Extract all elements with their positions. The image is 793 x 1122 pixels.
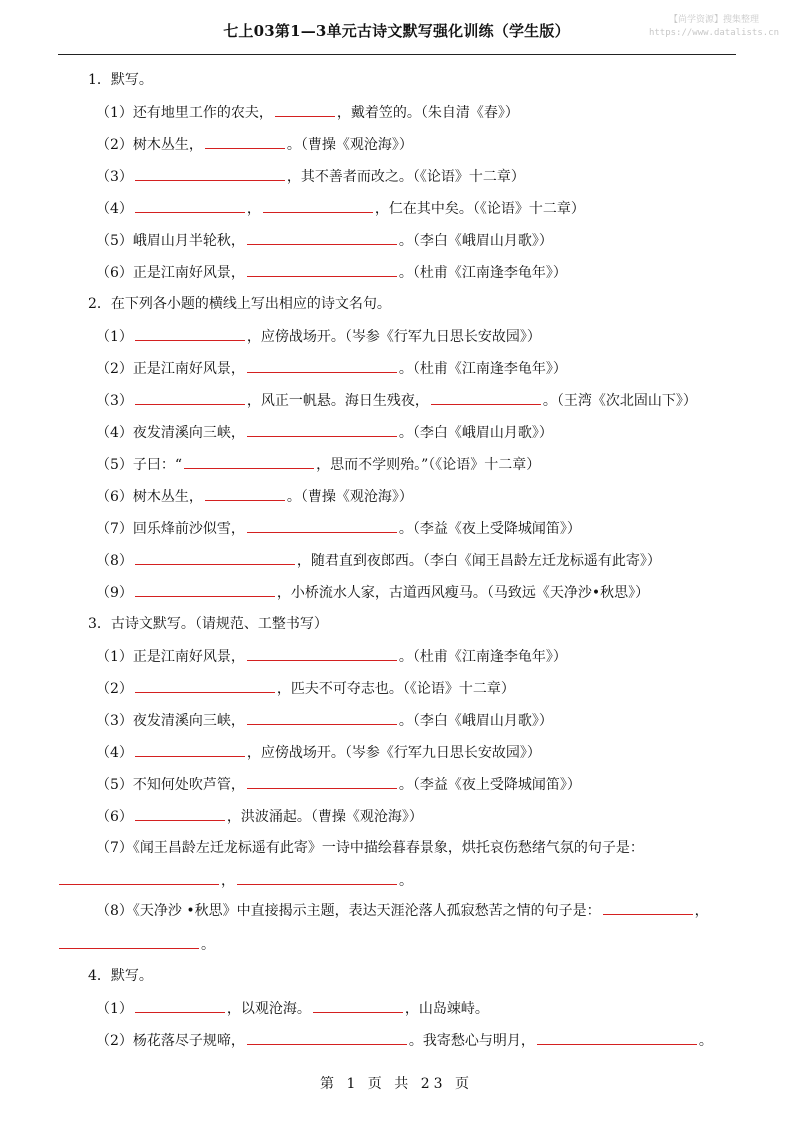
- item-label: （6）: [96, 809, 133, 825]
- sub-question: [96, 422, 553, 443]
- sub-question: [96, 358, 567, 379]
- sub-question: [96, 454, 540, 475]
- question-heading: 4．默写。: [88, 968, 153, 984]
- answer-blank[interactable]: [135, 582, 275, 597]
- item-text: 。: [201, 937, 215, 953]
- item-text: 。: [698, 1033, 713, 1049]
- answer-blank[interactable]: [205, 486, 285, 501]
- item-text: 。（李白《峨眉山月歌》）: [398, 713, 553, 729]
- item-text: 。（曹操《观沧海》）: [286, 137, 413, 153]
- item-label: （3）: [96, 393, 133, 409]
- question-heading: 1．默写。: [88, 72, 153, 88]
- answer-blank[interactable]: [247, 422, 397, 437]
- sub-question: [96, 582, 649, 603]
- answer-blank[interactable]: [247, 230, 397, 245]
- item-label: （5）: [96, 777, 133, 793]
- item-text: ，匹夫不可夺志也。（《论语》十二章）: [276, 681, 515, 697]
- answer-blank[interactable]: [275, 102, 335, 117]
- sub-question: [96, 326, 541, 347]
- answer-blank[interactable]: [205, 134, 285, 149]
- sub-question: [96, 166, 525, 187]
- item-text: ，应傍战场开。（岑参《行军九日思长安故园》）: [246, 745, 541, 761]
- item-text: 。（杜甫《江南逢李龟年》）: [398, 361, 567, 377]
- answer-blank[interactable]: [247, 710, 397, 725]
- answer-blank[interactable]: [431, 390, 541, 405]
- sub-question: [96, 198, 585, 219]
- item-text: ，仁在其中矣。（《论语》十二章）: [374, 201, 585, 217]
- item-label: （4）: [96, 201, 133, 217]
- sub-question-continuation: [57, 870, 413, 891]
- sub-question: [96, 742, 541, 763]
- answer-blank[interactable]: [135, 326, 245, 341]
- item-label: （1）: [96, 105, 133, 121]
- item-text: 正是江南好风景，: [132, 265, 245, 281]
- question-heading: 2．在下列各小题的横线上写出相应的诗文名句。: [88, 296, 391, 312]
- item-text: ，其不善者而改之。（《论语》十二章）: [286, 169, 525, 185]
- item-text: 。（曹操《观沧海》）: [286, 489, 413, 505]
- item-text: 峨眉山月半轮秋，: [132, 233, 245, 249]
- item-text: 不知何处吹芦管，: [132, 777, 245, 793]
- sub-question: [96, 390, 697, 411]
- answer-blank[interactable]: [247, 1030, 407, 1045]
- item-label: （2）: [96, 681, 133, 697]
- item-text: 《闻王昌龄左迁龙标遥有此寄》一诗中描绘暮春景象，烘托哀伤愁绪气氛的句子是：: [132, 840, 644, 856]
- watermark-url: https://www.datalists.cn: [648, 28, 779, 38]
- item-text: ，: [246, 201, 261, 217]
- item-text: ，思而不学则殆。”（《论语》十二章）: [316, 457, 541, 473]
- item-text: 。（李白《峨眉山月歌》）: [398, 425, 553, 441]
- item-label: （6）: [96, 265, 133, 281]
- sub-question: [96, 998, 489, 1019]
- sub-question: [96, 550, 661, 571]
- sub-question: [96, 262, 567, 283]
- answer-blank[interactable]: [263, 198, 373, 213]
- item-text: ，: [694, 903, 709, 919]
- answer-blank[interactable]: [135, 390, 245, 405]
- sub-question: [96, 134, 413, 155]
- sub-question: [96, 518, 581, 539]
- sub-question: [96, 838, 644, 858]
- sub-question: [96, 1030, 713, 1051]
- item-text: 。（李白《峨眉山月歌》）: [398, 233, 553, 249]
- answer-blank[interactable]: [537, 1030, 697, 1045]
- item-label: （1）: [96, 1001, 133, 1017]
- item-text: 树木丛生，: [132, 489, 203, 505]
- item-label: （3）: [96, 713, 133, 729]
- sub-question: [96, 678, 515, 699]
- watermark: [649, 14, 779, 40]
- answer-blank[interactable]: [247, 774, 397, 789]
- item-text: 子曰：“: [132, 457, 183, 473]
- answer-blank[interactable]: [135, 550, 295, 565]
- sub-question: [96, 774, 581, 795]
- page-footer: 第 1 页 共 23 页: [320, 1076, 473, 1092]
- item-text: ，以观沧海。: [226, 1001, 311, 1017]
- item-text: 。（杜甫《江南逢李龟年》）: [398, 265, 567, 281]
- item-label: （6）: [96, 489, 133, 505]
- item-label: （2）: [96, 1033, 133, 1049]
- sub-question: [96, 806, 423, 827]
- item-text: 正是江南好风景，: [132, 361, 245, 377]
- item-label: （5）: [96, 457, 133, 473]
- sub-question: [96, 646, 567, 667]
- item-text: 正是江南好风景，: [132, 649, 245, 665]
- answer-blank[interactable]: [59, 870, 219, 885]
- item-text: ，戴着笠的。（朱自清《春》）: [336, 105, 519, 121]
- answer-blank[interactable]: [135, 998, 225, 1013]
- item-text: ，山岛竦峙。: [404, 1001, 489, 1017]
- answer-blank[interactable]: [135, 198, 245, 213]
- item-text: ，风正一帆悬。海日生残夜，: [246, 393, 429, 409]
- item-label: （4）: [96, 425, 133, 441]
- item-text: ，洪波涌起。（曹操《观沧海》）: [226, 809, 423, 825]
- answer-blank[interactable]: [247, 518, 397, 533]
- sub-question-continuation: [57, 934, 215, 955]
- page-title: 七上03第1—3单元古诗文默写强化训练（学生版）: [223, 22, 570, 40]
- item-label: （2）: [96, 361, 133, 377]
- item-label: （8）: [96, 553, 133, 569]
- item-text: 夜发清溪向三峡，: [132, 713, 245, 729]
- item-text: 。（李益《夜上受降城闻笛》）: [398, 521, 581, 537]
- answer-blank[interactable]: [247, 262, 397, 277]
- answer-blank[interactable]: [247, 358, 397, 373]
- item-text: ，小桥流水人家，古道西风瘦马。（马致远《天净沙•秋思》）: [276, 585, 650, 601]
- answer-blank[interactable]: [603, 900, 693, 915]
- sub-question: [96, 710, 553, 731]
- item-text: 。（李益《夜上受降城闻笛》）: [398, 777, 581, 793]
- sub-question: [96, 102, 519, 123]
- item-text: 还有地里工作的农夫，: [132, 105, 273, 121]
- item-text: 。我寄愁心与明月，: [408, 1033, 535, 1049]
- watermark-source: 【尚学资源】搜集整理: [668, 15, 759, 25]
- item-label: （5）: [96, 233, 133, 249]
- item-label: （7）: [96, 840, 133, 856]
- sub-question: [96, 230, 553, 251]
- answer-blank[interactable]: [313, 998, 403, 1013]
- item-text: 回乐烽前沙似雪，: [132, 521, 245, 537]
- sub-question: [96, 486, 413, 507]
- item-label: （7）: [96, 521, 133, 537]
- item-label: （2）: [96, 137, 133, 153]
- answer-blank[interactable]: [59, 934, 199, 949]
- answer-blank[interactable]: [237, 870, 397, 885]
- answer-blank[interactable]: [135, 678, 275, 693]
- answer-blank[interactable]: [135, 166, 285, 181]
- item-text: 杨花落尽子规啼，: [132, 1033, 245, 1049]
- answer-blank[interactable]: [184, 454, 314, 469]
- item-label: （1）: [96, 329, 133, 345]
- question-heading: 3．古诗文默写。（请规范、工整书写）: [88, 616, 328, 632]
- item-text: 《天净沙 •秋思》中直接揭示主题，表达天涯沦落人孤寂愁苦之情的句子是：: [132, 903, 601, 919]
- item-label: （8）: [96, 903, 133, 919]
- item-text: 夜发清溪向三峡，: [132, 425, 245, 441]
- item-text: ，: [221, 873, 235, 889]
- item-text: 。（王湾《次北固山下》）: [542, 393, 697, 409]
- sub-question: [96, 900, 709, 921]
- item-text: ，应傍战场开。（岑参《行军九日思长安故园》）: [246, 329, 541, 345]
- item-label: （4）: [96, 745, 133, 761]
- item-text: 。（杜甫《江南逢李龟年》）: [398, 649, 567, 665]
- item-label: （3）: [96, 169, 133, 185]
- answer-blank[interactable]: [135, 806, 225, 821]
- item-label: （1）: [96, 649, 133, 665]
- item-text: 。: [399, 873, 413, 889]
- item-text: ，随君直到夜郎西。（李白《闻王昌龄左迁龙标遥有此寄》）: [296, 553, 661, 569]
- item-text: 树木丛生，: [132, 137, 203, 153]
- item-label: （9）: [96, 585, 133, 601]
- header-rule: [58, 54, 736, 55]
- answer-blank[interactable]: [247, 646, 397, 661]
- answer-blank[interactable]: [135, 742, 245, 757]
